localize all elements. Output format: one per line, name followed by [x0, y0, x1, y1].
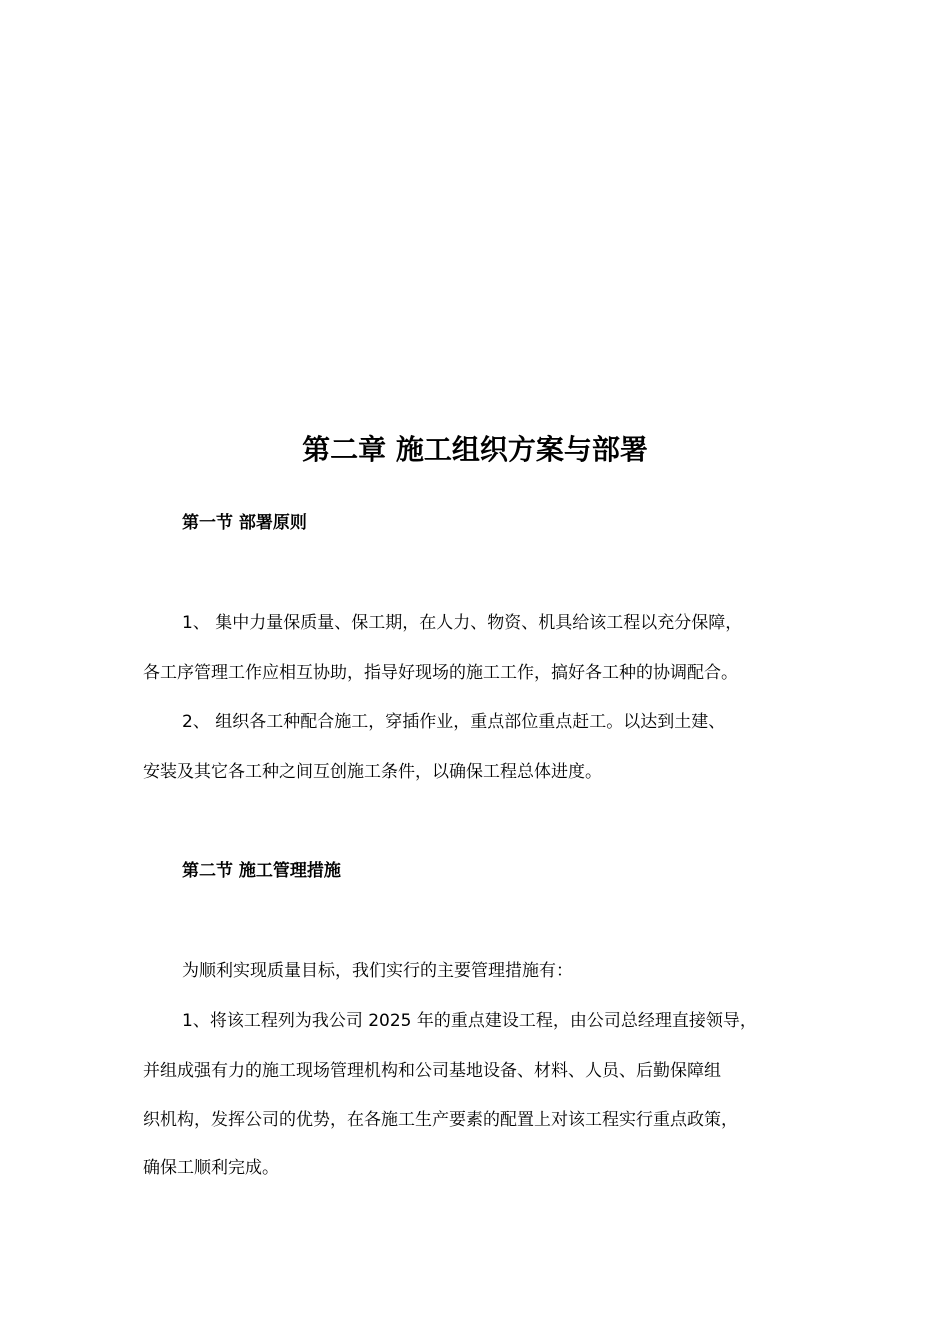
paragraph-line: 各工序管理工作应相互协助，指导好现场的施工工作，搞好各工种的协调配合。	[143, 663, 738, 683]
paragraph-line: 1、将该工程列为我公司 2025 年的重点建设工程，由公司总经理直接领导，	[182, 1011, 757, 1031]
chapter-title: 第二章 施工组织方案与部署	[302, 433, 648, 466]
paragraph-line: 确保工顺利完成。	[143, 1158, 279, 1178]
section-title-deployment-principles: 第一节 部署原则	[182, 513, 307, 533]
paragraph-line: 安装及其它各工种之间互创施工条件，以确保工程总体进度。	[143, 762, 602, 782]
paragraph-line: 2、 组织各工种配合施工，穿插作业，重点部位重点赶工。以达到土建、	[182, 712, 726, 732]
paragraph-line: 并组成强有力的施工现场管理机构和公司基地设备、材料、人员、后勤保障组	[143, 1061, 721, 1081]
section-title-construction-management: 第二节 施工管理措施	[182, 861, 341, 881]
paragraph-line: 为顺利实现质量目标，我们实行的主要管理措施有：	[182, 961, 573, 981]
paragraph-line: 1、 集中力量保质量、保工期，在人力、物资、机具给该工程以充分保障，	[182, 613, 743, 633]
paragraph-line: 织机构，发挥公司的优势，在各施工生产要素的配置上对该工程实行重点政策，	[143, 1110, 738, 1130]
